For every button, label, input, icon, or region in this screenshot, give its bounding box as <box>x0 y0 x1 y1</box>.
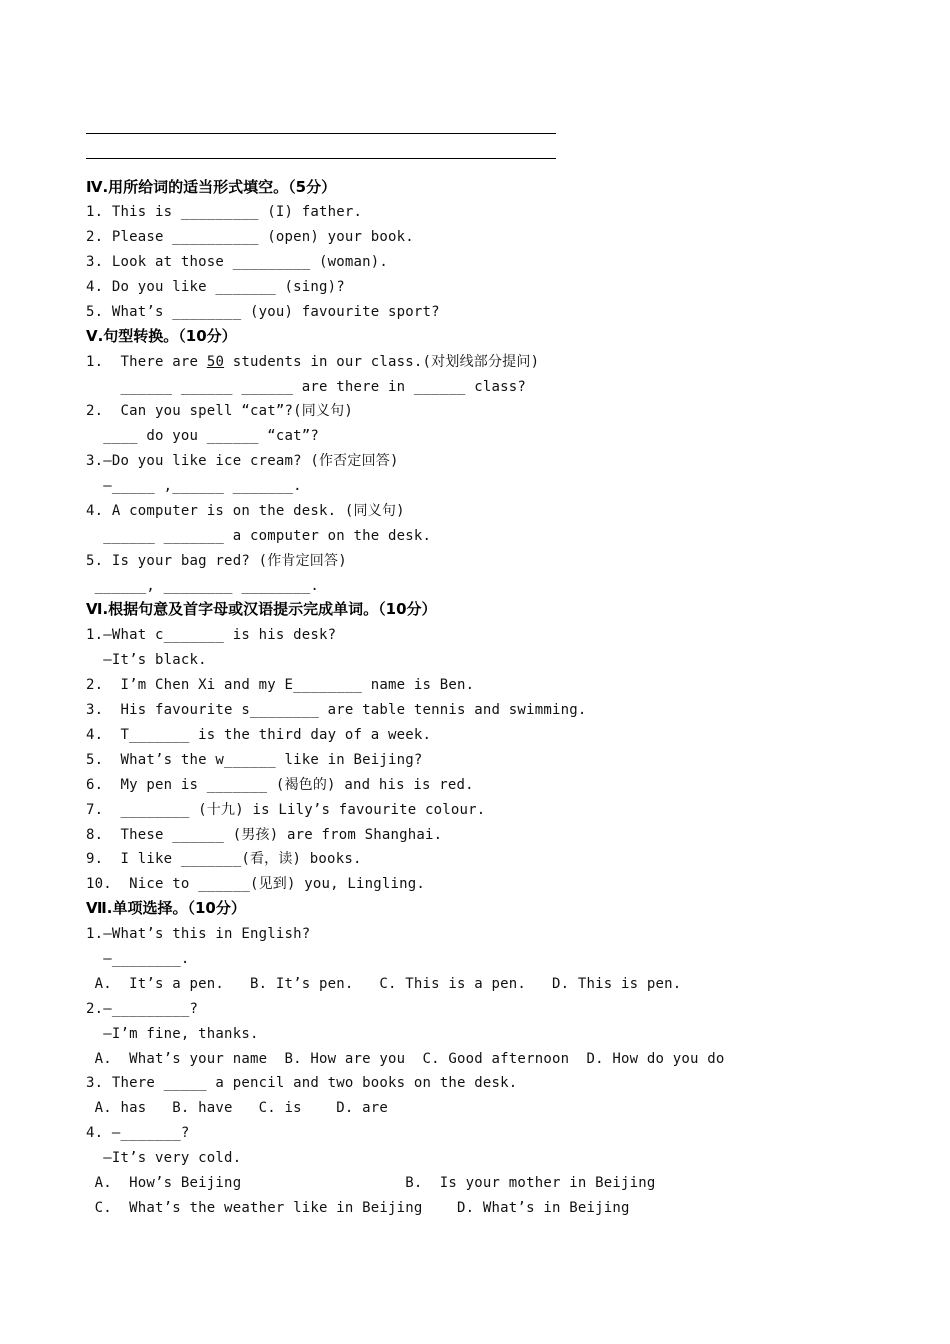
section4-item: 3. Look at those _________ (woman). <box>86 254 389 270</box>
section7-item: —________. <box>86 951 190 967</box>
section6-item: 2. I’m Chen Xi and my E________ name is Ben. <box>86 677 475 693</box>
answer-line-1 <box>86 133 556 134</box>
section7-item: —I’m fine, thanks. <box>86 1026 259 1042</box>
section5-line: ____ do you ______ “cat”? <box>86 428 319 444</box>
section5-line: ______, ________ ________. <box>86 578 319 594</box>
section5-line: 3.—Do you like ice cream? (作否定回答) <box>86 453 399 469</box>
section6-item: 4. T_______ is the third day of a week. <box>86 727 432 743</box>
section5-line: 5. Is your bag red? (作肯定回答) <box>86 553 347 569</box>
section6-item: 7. ________ (十九) is Lily’s favourite colour. <box>86 802 486 818</box>
section6-item: 8. These ______ (男孩) are from Shanghai. <box>86 827 443 843</box>
section6-item: 9. I like _______(看，读) books. <box>86 851 362 867</box>
section7-item: A. How’s Beijing B. Is your mother in Beijing <box>86 1175 656 1191</box>
section7-item: C. What’s the weather like in Beijing D. What’s in Beijing <box>86 1200 630 1216</box>
section4-heading: Ⅳ.用所给词的适当形式填空。（5分） <box>86 178 337 196</box>
section5-line: ______ ______ ______ are there in ______ class? <box>86 379 527 395</box>
section4-item: 1. This is _________ (I) father. <box>86 204 363 220</box>
section7-item: A. has B. have C. is D. are <box>86 1100 389 1116</box>
section6-item: 5. What’s the w______ like in Beijing? <box>86 752 423 768</box>
section6-item: 10. Nice to ______(见到) you, Lingling. <box>86 876 426 892</box>
section5-line: ______ _______ a computer on the desk. <box>86 528 432 544</box>
section7-item: 2.—_________? <box>86 1001 199 1017</box>
q1-underlined-number: 50 <box>206 354 225 370</box>
section4-item: 2. Please __________ (open) your book. <box>86 229 414 245</box>
section4-item: 4. Do you like _______ (sing)? <box>86 279 345 295</box>
section7-item: 1.—What’s this in English? <box>86 926 311 942</box>
section5-heading: Ⅴ.句型转换。（10分） <box>86 327 237 345</box>
section5-line: —_____ ,______ _______. <box>86 478 302 494</box>
section7-item: —It’s very cold. <box>86 1150 242 1166</box>
section6-item: 6. My pen is _______ (褐色的) and his is red. <box>86 777 474 793</box>
section5-line: 2. Can you spell “cat”?(同义句) <box>86 403 353 419</box>
section7-item: A. What’s your name B. How are you C. Good afternoon D. How do you do <box>86 1051 725 1067</box>
section5-line: 4. A computer is on the desk. (同义句) <box>86 503 405 519</box>
section7-heading: Ⅶ.单项选择。（10分） <box>86 899 246 917</box>
section6-item: —It’s black. <box>86 652 207 668</box>
q1-text-before: 1. There are <box>86 354 207 370</box>
section6-heading: Ⅵ.根据句意及首字母或汉语提示完成单词。（10分） <box>86 600 437 618</box>
section7-item: 4. —_______? <box>86 1125 190 1141</box>
section4-item: 5. What’s ________ (you) favourite sport? <box>86 304 440 320</box>
q1-text-after: students in our class.(对划线部分提问) <box>224 354 540 370</box>
section7-item: A. It’s a pen. B. It’s pen. C. This is a pen. D. This is pen. <box>86 976 682 992</box>
section5-question-1 <box>86 353 539 371</box>
section7-item: 3. There _____ a pencil and two books on the desk. <box>86 1075 518 1091</box>
section6-item: 1.—What c_______ is his desk? <box>86 627 337 643</box>
answer-line-2 <box>86 158 556 159</box>
section6-item: 3. His favourite s________ are table tennis and swimming. <box>86 702 587 718</box>
